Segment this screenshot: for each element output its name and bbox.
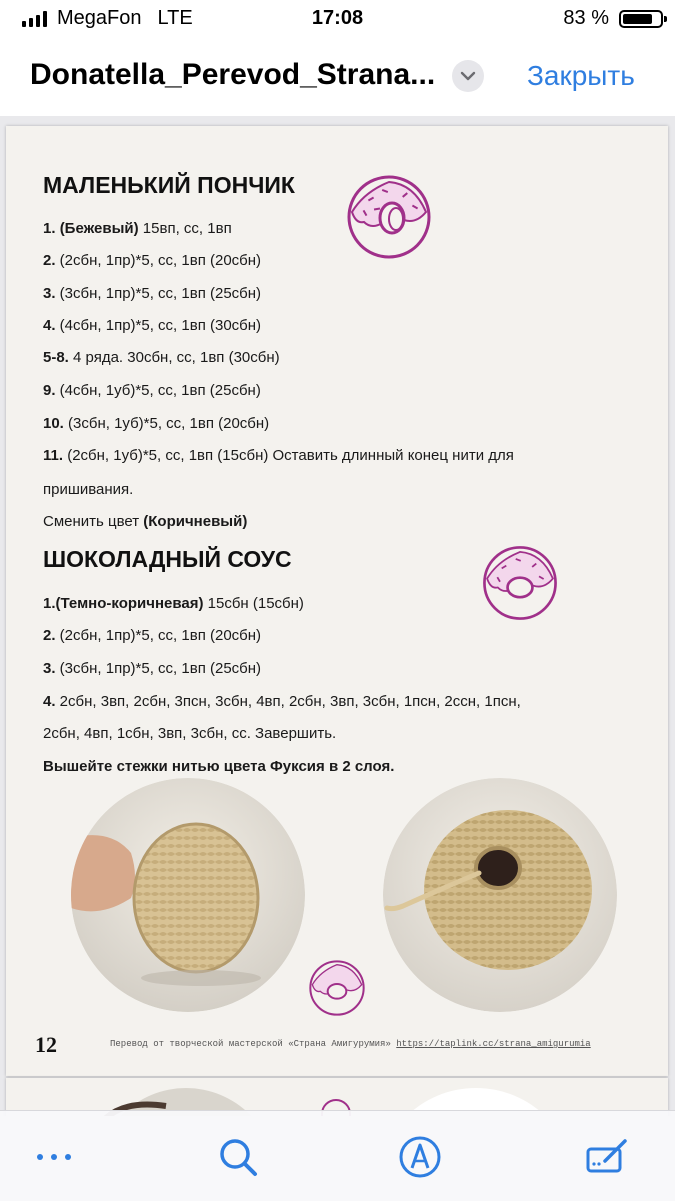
chevron-down-icon — [460, 71, 476, 81]
title-menu-button[interactable] — [452, 60, 484, 92]
pattern-row: 2. (2сбн, 1пр)*5, сс, 1вп (20сбн) — [43, 627, 262, 644]
pattern-row: 11. (2сбн, 1уб)*5, сс, 1вп (15сбн) Оставить длинный конец нити для — [43, 447, 514, 464]
color-change-note: Сменить цвет (Коричневый) — [43, 513, 248, 530]
markup-icon[interactable] — [398, 1135, 442, 1179]
more-icon[interactable] — [32, 1135, 76, 1179]
pattern-row: 2. (2сбн, 1пр)*5, сс, 1вп (20сбн) — [43, 252, 262, 269]
pattern-row: 4. (4сбн, 1пр)*5, сс, 1вп (30сбн) — [43, 317, 262, 334]
footer-link[interactable]: https://taplink.cc/strana_amigurumia — [396, 1039, 591, 1049]
signal-icon — [22, 11, 47, 27]
pattern-row: 9. (4сбн, 1уб)*5, сс, 1вп (25сбн) — [43, 382, 261, 399]
battery-icon — [619, 10, 663, 28]
pattern-row: 3. (3сбн, 1пр)*5, сс, 1вп (25сбн) — [43, 285, 262, 302]
section-heading-small-donut: МАЛЕНЬКИЙ ПОНЧИК — [43, 172, 295, 198]
crochet-photo-side — [71, 778, 305, 1012]
edit-icon[interactable] — [585, 1135, 629, 1179]
page-number: 12 — [35, 1032, 57, 1057]
close-button[interactable]: Закрыть — [527, 60, 635, 91]
battery-percent: 83 % — [563, 7, 609, 29]
pattern-row: 1.(Темно-коричневая) 15сбн (15сбн) — [43, 595, 304, 612]
pattern-row: 1. (Бежевый) 15вп, сс, 1вп — [43, 220, 232, 237]
bottom-toolbar — [0, 1110, 675, 1201]
donut-icon — [480, 543, 560, 623]
section-heading-chocolate-sauce: ШОКОЛАДНЫЙ СОУС — [43, 546, 292, 572]
status-bar — [0, 0, 675, 38]
carrier-label: MegaFon — [57, 7, 142, 29]
pattern-row-continuation: пришивания. — [43, 481, 134, 498]
pdf-page — [6, 126, 668, 1076]
search-icon[interactable] — [216, 1135, 260, 1179]
pattern-row: 10. (3сбн, 1уб)*5, сс, 1вп (20сбн) — [43, 415, 270, 432]
pattern-row-continuation: 2сбн, 4вп, 1сбн, 3вп, 3сбн, сс. Завершить. — [43, 725, 337, 742]
clock: 17:08 — [311, 7, 364, 29]
document-title[interactable]: Donatella_Perevod_Strana... — [30, 58, 436, 91]
donut-icon — [307, 958, 367, 1018]
pattern-row: 3. (3сбн, 1пр)*5, сс, 1вп (25сбн) — [43, 660, 262, 677]
crochet-photo-top — [383, 778, 617, 1012]
network-label: LTE — [157, 7, 193, 29]
pattern-row: 4. 2сбн, 3вп, 2сбн, 3псн, 3сбн, 4вп, 2сбн, 3вп, 3сбн, 1псн, 2ссн, 1псн, — [43, 693, 521, 710]
document-viewer[interactable] — [0, 116, 675, 1116]
embroidery-note: Вышейте стежки нитью цвета Фуксия в 2 слоя. — [43, 758, 395, 775]
pattern-row: 5-8. 4 ряда. 30сбн, сс, 1вп (30сбн) — [43, 349, 280, 366]
page-footer: Перевод от творческой мастерской «Страна Амигурумия» https://taplink.cc/strana_amigurumia — [110, 1039, 591, 1049]
donut-icon — [344, 172, 434, 262]
